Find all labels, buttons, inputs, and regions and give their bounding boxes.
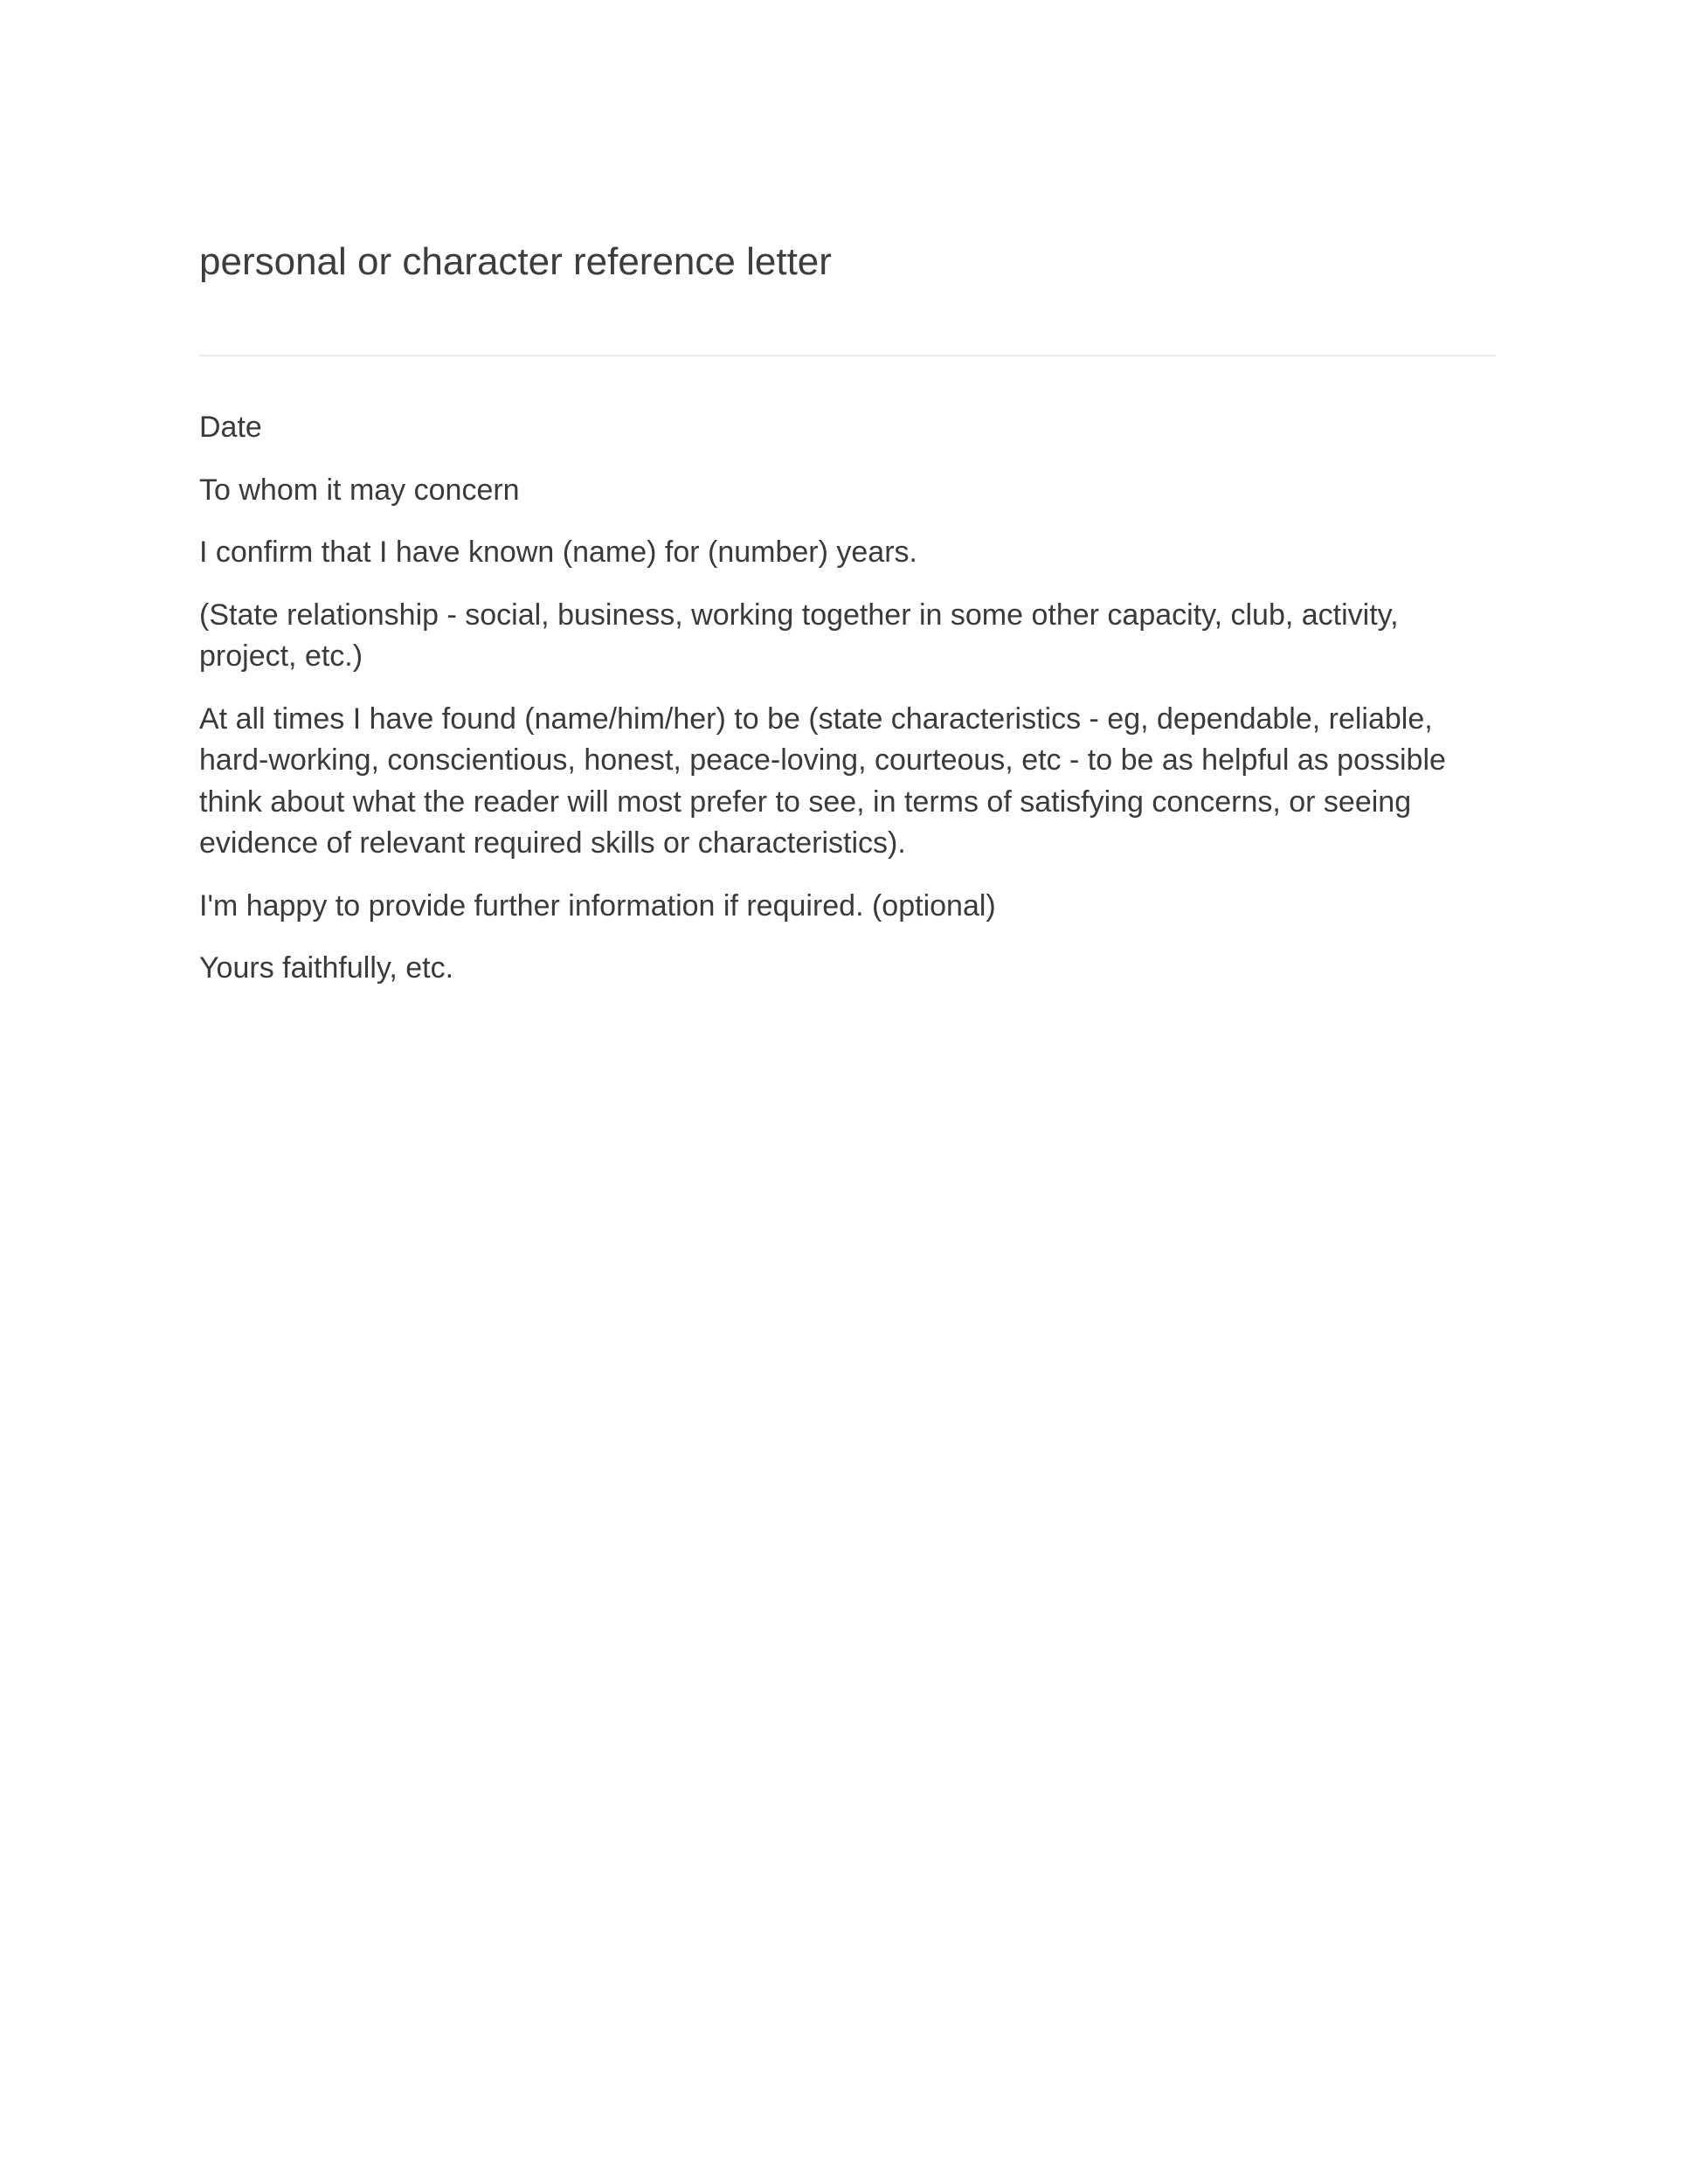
paragraph-further-info: I'm happy to provide further information if required. (optional) bbox=[199, 888, 996, 923]
page-title: personal or character reference letter bbox=[199, 240, 832, 283]
date-line: Date bbox=[199, 411, 262, 444]
paragraph-characteristics: At all times I have found (name/him/her) to be (state characteristics - eg, dependable, reliable, hard-working, conscientious, honest, peace-loving, courteous, etc - to be as helpful as possible think about what the reader will most prefer to see, in terms of satisfying concerns, or seeing evidence of relevant required skills or characteristics). bbox=[199, 702, 1446, 860]
closing: Yours faithfully, etc. bbox=[199, 951, 454, 985]
paragraph-known-duration: I confirm that I have known (name) for (number) years. bbox=[199, 536, 917, 569]
paragraph-relationship: (State relationship - social, business, working together in some other capacity, club, activity, project, etc.) bbox=[199, 598, 1399, 673]
salutation: To whom it may concern bbox=[199, 473, 520, 507]
divider bbox=[199, 355, 1496, 356]
letter-body bbox=[199, 407, 1496, 1011]
